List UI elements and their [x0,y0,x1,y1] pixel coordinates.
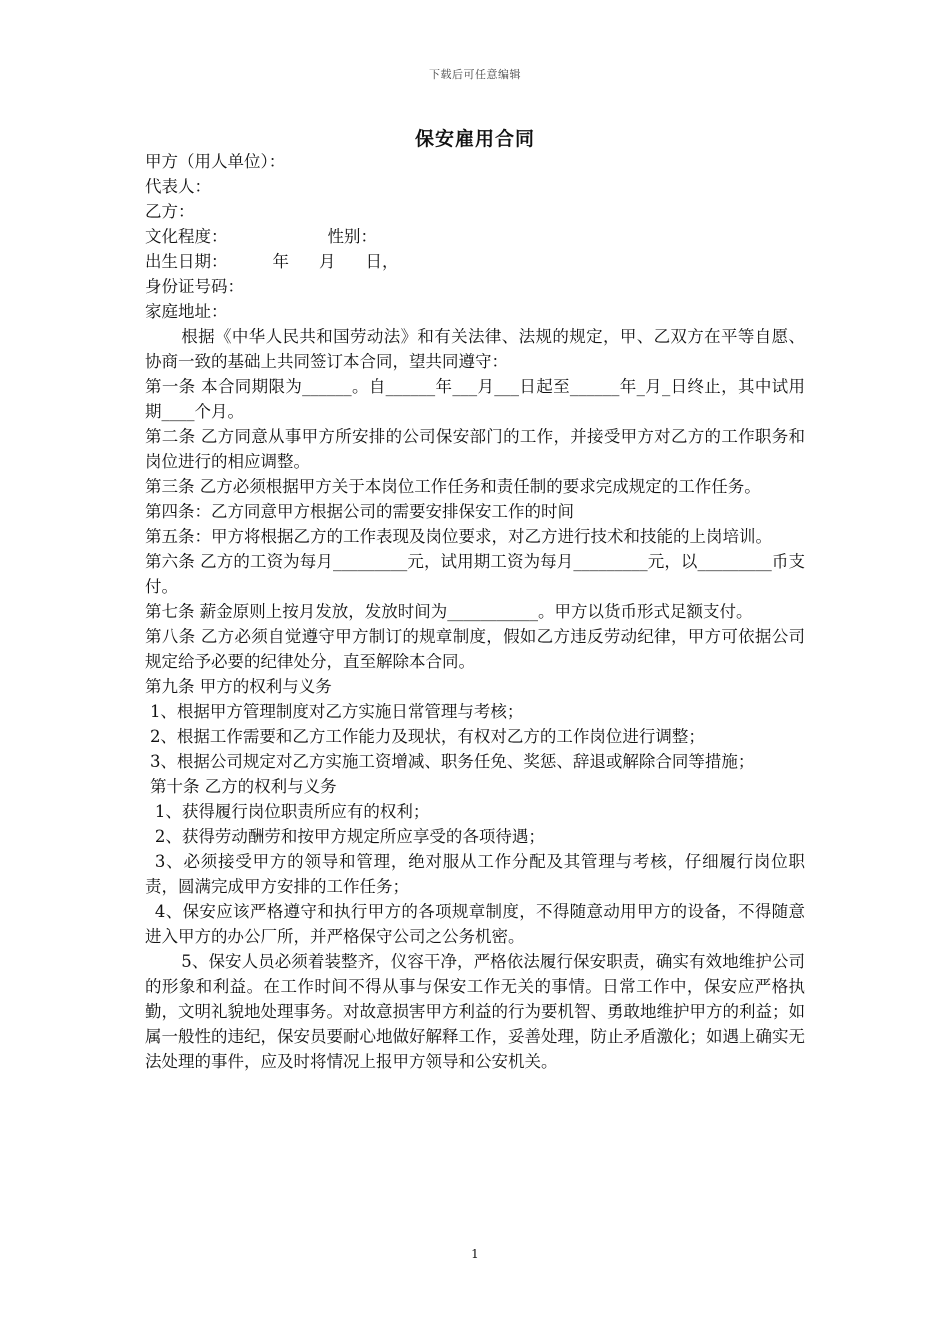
article-10-item: 5、保安人员必须着装整齐，仪容干净，严格依法履行保安职责，确实有效地维护公司的形象和利益。在工作时间不得从事与保安工作无关的事情。日常工作中，保安应严格执勤，文明礼貌地处理事务。对故意损害甲方利益的行为要机智、勇敢地维护甲方的利益；如属一般性的违纪，保安员要耐心地做好解释工作，妥善处理，防止矛盾激化；如遇上确实无法处理的事件，应及时将情况上报甲方领导和公安机关。 [145,952,805,1071]
page-number: 1 [471,1247,479,1261]
party-b-field: 乙方： [145,202,195,221]
contract-body [145,149,805,1074]
id-number-field: 身份证号码： [145,277,244,296]
representative-field: 代表人： [145,177,211,196]
birth-day-label: 日， [365,252,399,271]
article-10-item: 4、保安应该严格遵守和执行甲方的各项规章制度，不得随意动用甲方的设备，不得随意进入甲方的办公厂所，并严格保守公司之公务机密。 [145,902,805,946]
article-6: 第六条 乙方的工资为每月_________元，试用期工资为每月_________元，以_________币支付。 [145,552,805,596]
article-9-item: 3、根据公司规定对乙方实施工资增减、职务任免、奖惩、辞退或解除合同等措施； [149,752,755,771]
birth-year-label: 年 [272,252,289,271]
article-4: 第四条：乙方同意甲方根据公司的需要安排保安工作的时间 [145,502,574,521]
article-10-item: 1、获得履行岗位职责所应有的权利； [154,802,430,821]
article-8: 第八条 乙方必须自觉遵守甲方制订的规章制度，假如乙方违反劳动纪律，甲方可依据公司规定给予必要的纪律处分，直至解除本合同。 [145,627,805,671]
birth-month-label: 月 [319,252,336,271]
document-title: 保安雇用合同 [414,128,535,150]
article-5: 第五条：甲方将根据乙方的工作表现及岗位要求，对乙方进行技术和技能的上岗培训。 [145,527,772,546]
education-field: 文化程度： [145,227,228,246]
article-9-item: 1、根据甲方管理制度对乙方实施日常管理与考核； [149,702,524,721]
article-7: 第七条 薪金原则上按月发放，发放时间为___________。甲方以货币形式足额支付。 [145,602,753,621]
article-1: 第一条 本合同期限为______。自______年___月___日起至______年_月_日终止，其中试用期____个月。 [145,377,805,421]
article-3: 第三条 乙方必须根据甲方关于本岗位工作任务和责任制的要求完成规定的工作任务。 [145,477,761,496]
education-gender-row [145,224,805,249]
article-10-title: 第十条 乙方的权利与义务 [149,777,337,796]
party-a-field: 甲方（用人单位）： [145,152,286,171]
address-field: 家庭地址： [145,302,228,321]
page-header: 下载后可任意编辑 [429,68,521,81]
birth-date-label: 出生日期： [145,252,228,271]
article-9-item: 2、根据工作需要和乙方工作能力及现状，有权对乙方的工作岗位进行调整； [149,727,705,746]
article-9-title: 第九条 甲方的权利与义务 [145,677,332,696]
preamble-paragraph: 根据《中华人民共和国劳动法》和有关法律、法规的规定，甲、乙双方在平等自愿、协商一致的基础上共同签订本合同，望共同遵守： [145,327,805,371]
gender-field: 性别： [327,227,377,246]
article-10-item: 2、获得劳动酬劳和按甲方规定所应享受的各项待遇； [154,827,545,846]
article-10-item: 3、必须接受甲方的领导和管理，绝对服从工作分配及其管理与考核，仔细履行岗位职责，圆满完成甲方安排的工作任务； [145,852,805,896]
article-2: 第二条 乙方同意从事甲方所安排的公司保安部门的工作，并接受甲方对乙方的工作职务和岗位进行的相应调整。 [145,427,805,471]
birth-date-row [145,249,805,274]
